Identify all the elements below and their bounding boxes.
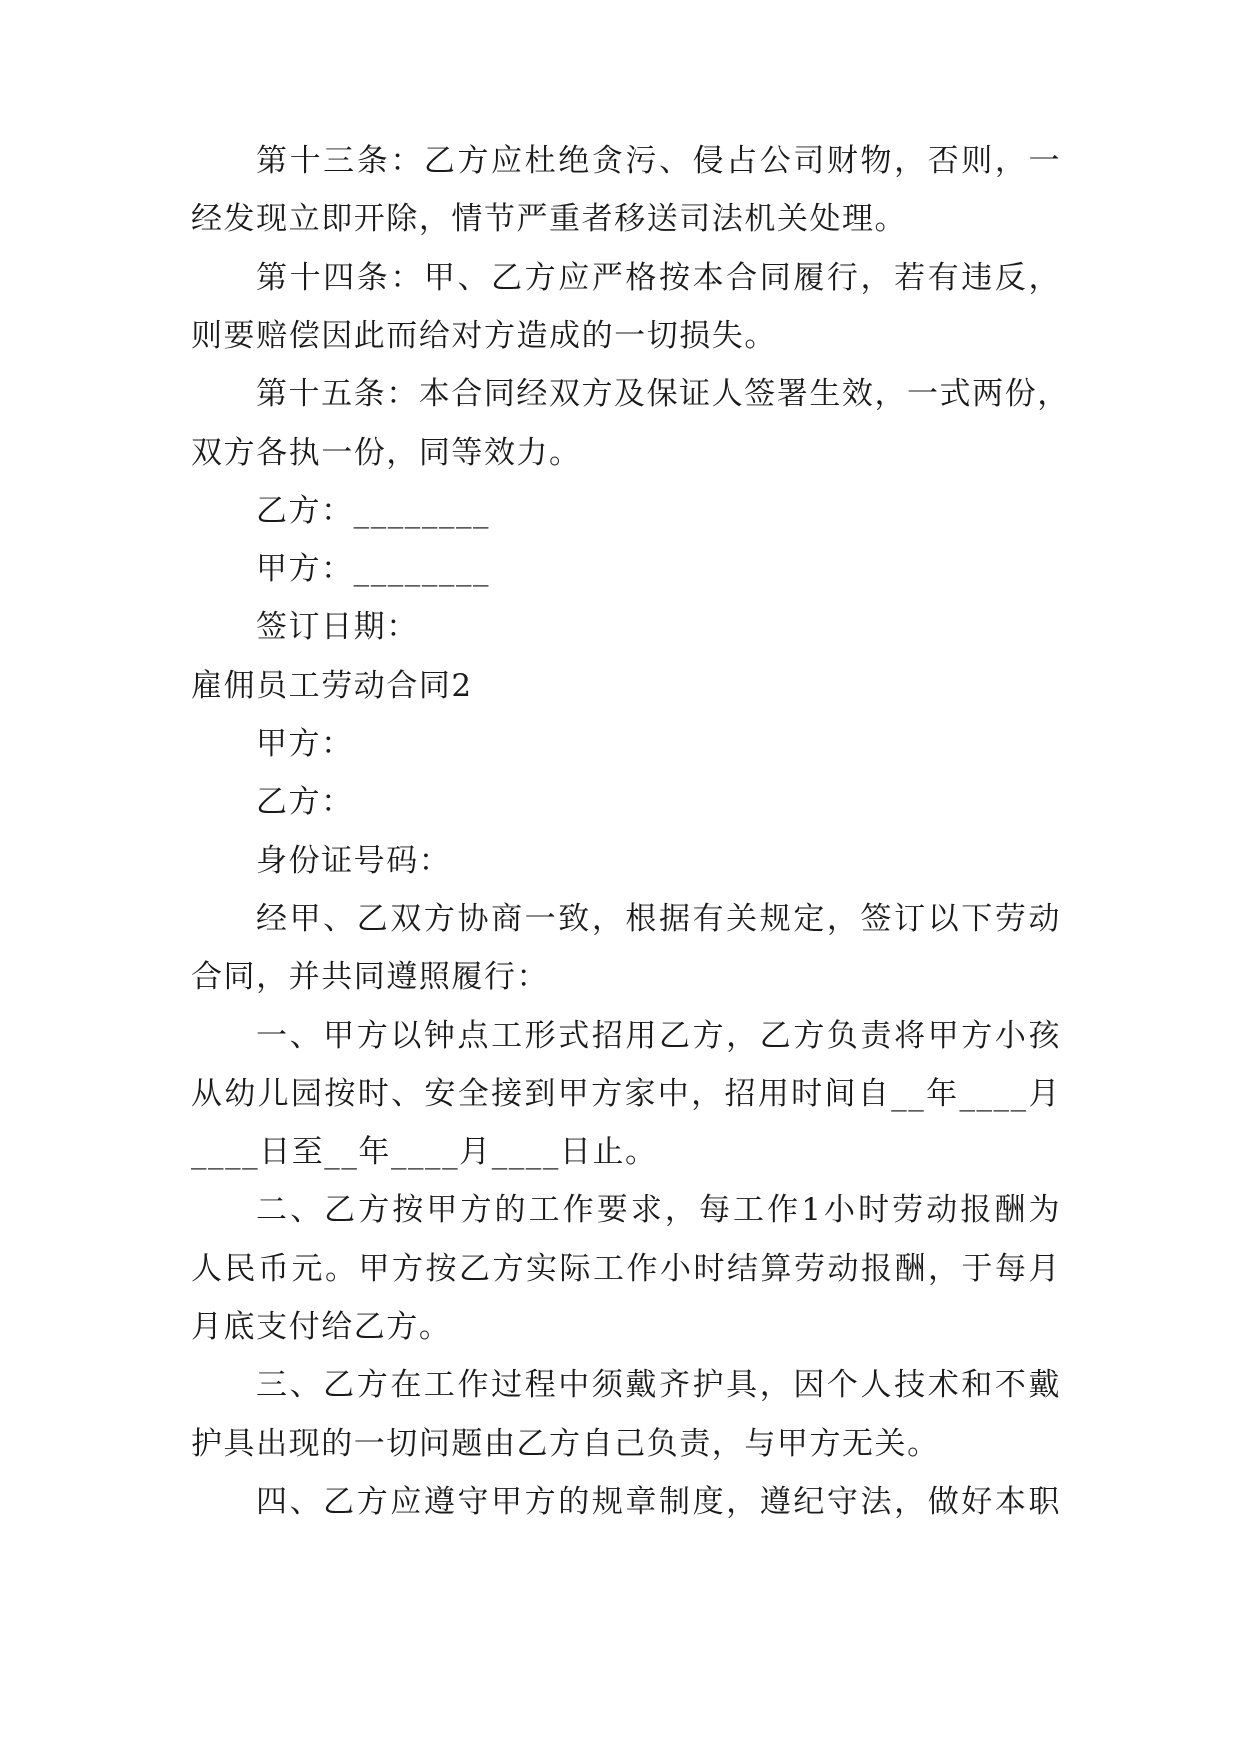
text-line: 一、甲方以钟点工形式招用乙方，乙方负责将甲方小孩 [256, 1018, 1061, 1054]
text-line: 第十三条：乙方应杜绝贪污、侵占公司财物，否则，一 [256, 143, 1061, 179]
text-line: 护具出现的一切问题由乙方自己负责，与甲方无关。 [191, 1426, 940, 1462]
text-line: 甲方：________ [256, 551, 491, 587]
text-line: 第十五条：本合同经双方及保证人签署生效，一式两份， [256, 376, 1070, 412]
text-line: 经发现立即开除，情节严重者移送司法机关处理。 [191, 201, 908, 237]
text-line: 身份证号码： [256, 843, 452, 879]
text-line: 乙方：________ [256, 493, 491, 529]
text-line: 经甲、乙双方协商一致，根据有关规定，签订以下劳动 [256, 901, 1061, 937]
text-line: ____日至__年____月____日止。 [191, 1134, 658, 1170]
text-line: 二、乙方按甲方的工作要求，每工作1小时劳动报酬为 [256, 1192, 1061, 1228]
text-line: 乙方： [256, 784, 354, 820]
text-line: 签订日期： [256, 609, 419, 645]
text-line: 月底支付给乙方。 [191, 1309, 452, 1345]
text-line: 三、乙方在工作过程中须戴齐护具，因个人技术和不戴 [256, 1367, 1061, 1403]
text-line: 双方各执一份，同等效力。 [191, 435, 582, 471]
text-line: 合同，并共同遵照履行： [191, 959, 550, 995]
text-line: 甲方： [256, 726, 354, 762]
section-heading: 雇佣员工劳动合同2 [191, 668, 473, 704]
text-line: 第十四条：甲、乙方应严格按本合同履行，若有违反， [256, 260, 1061, 296]
text-line: 从幼儿园按时、安全接到甲方家中，招用时间自__年____月 [191, 1076, 1061, 1112]
text-line: 四、乙方应遵守甲方的规章制度，遵纪守法，做好本职 [256, 1484, 1061, 1520]
text-line: 则要赔偿因此而给对方造成的一切损失。 [191, 318, 777, 354]
text-line: 人民币元。甲方按乙方实际工作小时结算劳动报酬，于每月 [191, 1251, 1061, 1287]
